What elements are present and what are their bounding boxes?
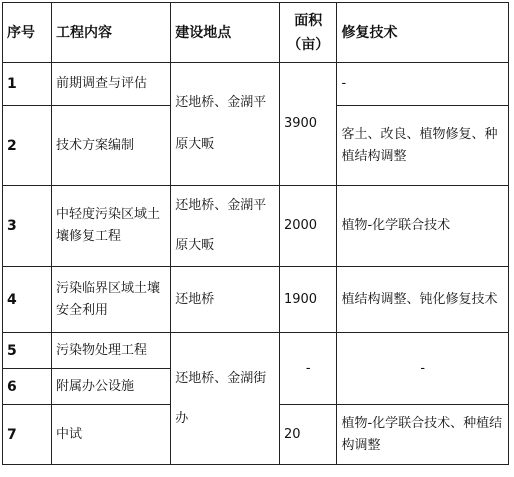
row-area: 2000 [279, 186, 337, 267]
row-no: 3 [3, 186, 52, 267]
row-content: 污染物处理工程 [52, 333, 171, 369]
header-area [279, 3, 337, 63]
row-area: 1900 [279, 267, 337, 333]
header-tech: 修复技术 [337, 3, 509, 63]
row-tech: - [337, 63, 509, 106]
row-tech: 植物-化学联合技术 [337, 186, 509, 267]
row-no: 2 [3, 106, 52, 186]
table-row [3, 267, 509, 333]
row-no: 6 [3, 369, 52, 405]
row-no: 4 [3, 267, 52, 333]
row-area: - [279, 333, 337, 405]
row-content: 污染临界区域土壤安全利用 [52, 267, 171, 333]
row-tech: 植结构调整、钝化修复技术 [337, 267, 509, 333]
row-location: 还地桥 [171, 267, 280, 333]
row-area: 3900 [279, 63, 337, 186]
row-content: 中轻度污染区域土壤修复工程 [52, 186, 171, 267]
row-tech: - [337, 333, 509, 405]
header-content: 工程内容 [52, 3, 171, 63]
row-location: 还地桥、金湖平原大畈 [171, 186, 280, 267]
table-row [3, 333, 509, 369]
row-no: 7 [3, 405, 52, 465]
row-content: 附属办公设施 [52, 369, 171, 405]
row-tech: 植物-化学联合技术、种植结构调整 [337, 405, 509, 465]
row-area: 20 [279, 405, 337, 465]
header-location: 建设地点 [171, 3, 280, 63]
row-no: 1 [3, 63, 52, 106]
table-row [3, 63, 509, 106]
row-content: 前期调查与评估 [52, 63, 171, 106]
header-no: 序号 [3, 3, 52, 63]
project-table [2, 2, 509, 465]
row-tech: 客土、改良、植物修复、种植结构调整 [337, 106, 509, 186]
row-content: 技术方案编制 [52, 106, 171, 186]
header-area-line2: （亩） [287, 36, 330, 53]
row-location: 还地桥、金湖街办 [171, 333, 280, 465]
row-no: 5 [3, 333, 52, 369]
table-header-row [3, 3, 509, 63]
row-location: 还地桥、金湖平原大畈 [171, 63, 280, 186]
row-content: 中试 [52, 405, 171, 465]
header-area-line1: 面积 [294, 12, 323, 29]
table-row [3, 186, 509, 267]
